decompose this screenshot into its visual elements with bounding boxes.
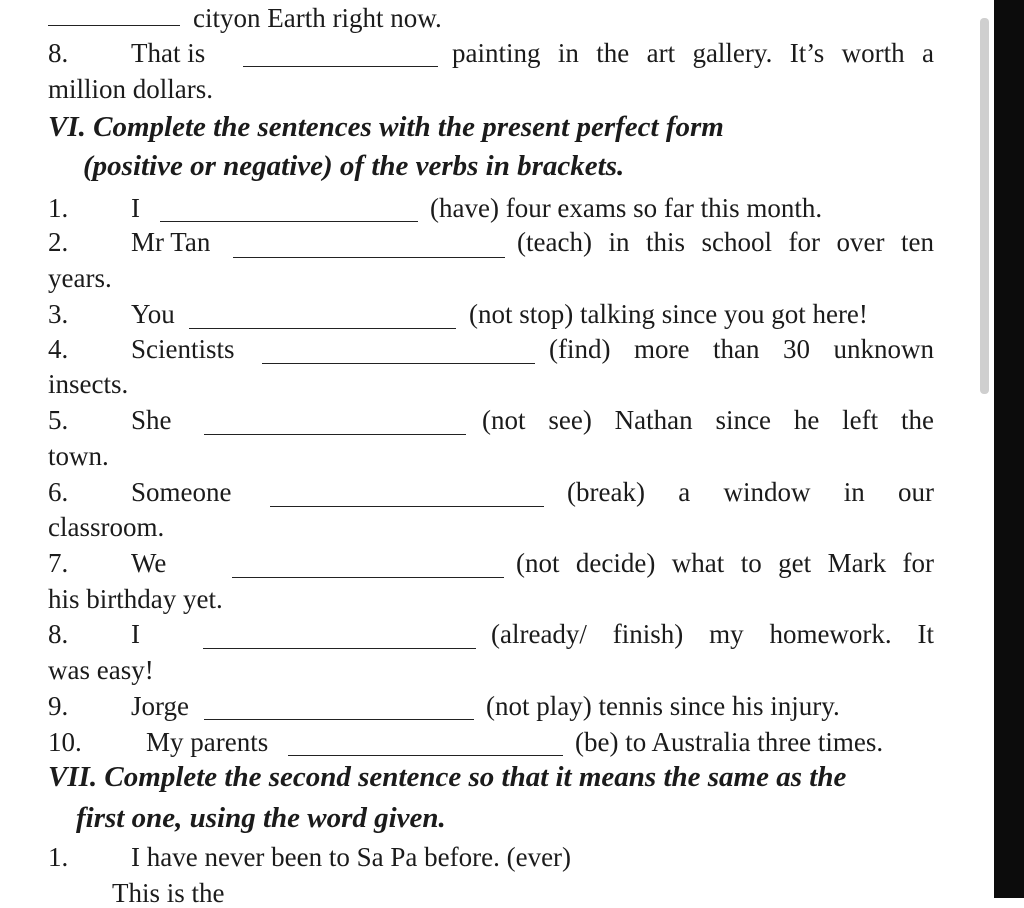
item-text: (not play) tennis since his injury.: [486, 691, 840, 721]
item-subject: She: [131, 405, 172, 435]
item-subject: I: [131, 193, 140, 223]
scrollbar-thumb[interactable]: [980, 18, 989, 394]
answer-blank[interactable]: [204, 719, 474, 720]
item-continuation: million dollars.: [48, 74, 213, 104]
item-continuation: classroom.: [48, 512, 165, 542]
item-number: 1.: [48, 193, 69, 223]
answer-blank[interactable]: [288, 755, 563, 756]
answer-blank[interactable]: [233, 257, 505, 258]
item-text: I have never been to Sa Pa before. (ever): [131, 842, 572, 872]
item-subject: Scientists: [131, 334, 235, 364]
item-number: 9.: [48, 691, 69, 721]
item-subject: I: [131, 619, 140, 649]
item-number: 3.: [48, 299, 69, 329]
section-heading-cont: first one, using the word given.: [76, 802, 446, 834]
answer-blank[interactable]: [160, 221, 418, 222]
worksheet-line: cityon Earth right now.: [193, 3, 442, 33]
answer-blank[interactable]: [204, 434, 466, 435]
answer-blank[interactable]: [203, 648, 476, 649]
answer-blank[interactable]: [189, 328, 456, 329]
item-subject: My parents: [146, 727, 269, 757]
item-number: 2.: [48, 227, 69, 257]
answer-blank[interactable]: [270, 506, 544, 507]
right-edge-bar: [994, 0, 1024, 898]
item-text: (break) a window in our: [567, 477, 934, 507]
item-text: (not stop) talking since you got here!: [469, 299, 868, 329]
item-continuation: his birthday yet.: [48, 584, 223, 614]
item-continuation: town.: [48, 441, 109, 471]
item-text: (find) more than 30 unknown: [549, 334, 934, 364]
item-text: painting in the art gallery. It’s worth a: [452, 38, 934, 68]
item-continuation: insects.: [48, 369, 129, 399]
answer-blank[interactable]: [48, 25, 180, 26]
item-text: (already/ finish) my homework. It: [491, 619, 934, 649]
section-heading-cont: (positive or negative) of the verbs in brackets.: [83, 150, 625, 182]
item-subject: That is: [131, 38, 206, 68]
section-heading: VI. Complete the sentences with the present perfect form: [48, 111, 724, 143]
answer-blank[interactable]: [243, 66, 438, 67]
item-number: 10.: [48, 727, 82, 757]
item-subject: Mr Tan: [131, 227, 211, 257]
item-number: 4.: [48, 334, 69, 364]
item-text: (not see) Nathan since he left the: [482, 405, 934, 435]
answer-start-text: This is the: [112, 878, 225, 908]
item-continuation: was easy!: [48, 655, 154, 685]
item-number: 8.: [48, 38, 69, 68]
item-text: (teach) in this school for over ten: [517, 227, 934, 257]
item-continuation: years.: [48, 263, 112, 293]
item-subject: You: [131, 299, 175, 329]
item-number: 5.: [48, 405, 69, 435]
item-text: (be) to Australia three times.: [575, 727, 884, 757]
answer-blank[interactable]: [232, 577, 504, 578]
item-number: 8.: [48, 619, 69, 649]
item-subject: We: [131, 548, 167, 578]
item-subject: Someone: [131, 477, 232, 507]
item-number: 1.: [48, 842, 69, 872]
answer-blank[interactable]: [262, 363, 535, 364]
item-text: (have) four exams so far this month.: [430, 193, 823, 223]
item-number: 7.: [48, 548, 69, 578]
item-number: 6.: [48, 477, 69, 507]
item-subject: Jorge: [131, 691, 189, 721]
item-text: (not decide) what to get Mark for: [516, 548, 934, 578]
section-heading: VII. Complete the second sentence so that it means the same as the: [48, 761, 847, 793]
